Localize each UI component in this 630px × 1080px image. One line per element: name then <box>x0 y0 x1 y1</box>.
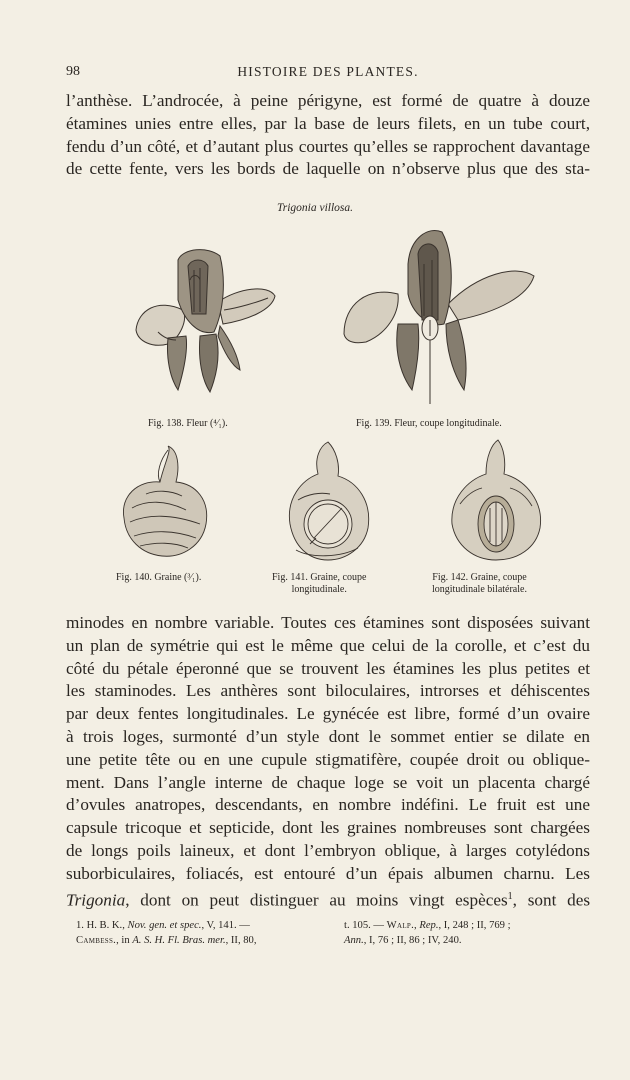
text-line: de cette fente, vers les bords de laquelle on n’observe plus que des sta- <box>66 159 590 179</box>
text-line: fendu d’un côté, et d’autant plus courtes qu’elles se rapprochent davantage <box>66 136 590 156</box>
text-span: , I, 248 ; II, 769 ; <box>438 920 511 931</box>
text-line: côté du pétale éperonné que se trouvent les étamines les plus petites et <box>66 658 590 678</box>
text-span: 1. H. B. K., <box>76 920 128 931</box>
figure-title: Trigonia villosa. <box>276 202 354 214</box>
text-span: , V, 141. — <box>201 920 250 931</box>
text-line: l’anthèse. L’androcée, à peine périgyne, est formé de quatre à douze <box>66 91 590 110</box>
text-span: , dont on peut distinguer au moins vingt espèces <box>125 890 508 910</box>
footnote-line <box>76 933 596 948</box>
text-line: une petite tête ou en une cupule stigmatifère, coupée droit ou oblique- <box>66 749 590 769</box>
footnotes <box>76 918 596 948</box>
text-span: , sont des <box>512 890 591 910</box>
text-span: A. S. H. Fl. Bras. mer. <box>132 935 226 946</box>
text-line: ment. Dans l’angle interne de chaque loge se voit un placenta chargé <box>66 772 590 792</box>
text-span: , in <box>116 935 133 946</box>
figure-caption <box>432 572 527 596</box>
figure-caption: Fig. 140. Graine (³⁄₁). <box>116 572 202 583</box>
text-line: par deux fentes longitudinales. Le gynécée est libre, formé d’un ovaire <box>66 704 590 724</box>
text-line: minodes en nombre variable. Toutes ces étamines sont disposées suivant <box>66 613 590 632</box>
figure-caption: Fig. 138. Fleur (⁴⁄₁). <box>148 418 228 429</box>
text-line: capsule tricoque et septicide, dont les graines nombreuses sont chargées <box>66 818 590 838</box>
text-span: Nov. gen. et spec. <box>127 920 202 931</box>
text-line: de longs poils laineux, et dont l’embryon oblique, à larges cotylédons <box>66 840 590 860</box>
genus-name: Trigonia <box>66 890 126 910</box>
text-span: , <box>414 920 420 931</box>
paragraph-top <box>66 90 590 181</box>
running-title: HISTOIRE DES PLANTES. <box>237 64 419 79</box>
seed-bilateral-illustration-fig142 <box>446 438 548 564</box>
text-span: Ann. <box>344 935 364 946</box>
text-span: t. 105. — <box>344 920 387 931</box>
text-line: étamines unies entre elles, par la base de leurs filets, en un tube court, <box>66 113 590 133</box>
flower-illustration-fig138 <box>128 240 278 400</box>
caption-line: Fig. 142. Graine, coupe <box>432 572 527 583</box>
text-span: , II, 80, <box>225 935 257 946</box>
text-line <box>66 886 590 913</box>
figure-caption <box>272 572 366 596</box>
running-header <box>66 64 590 84</box>
text-line: d’ovules anatropes, descendants, en nombre indéfini. Le fruit est une <box>66 795 590 815</box>
author-name: Cambess. <box>76 935 117 946</box>
author-name: Walp. <box>386 920 415 931</box>
footnote-line <box>76 918 596 933</box>
text-span: , I, 76 ; II, 86 ; IV, 240. <box>363 935 462 946</box>
text-line: à trois loges, surmonté d’un style dont le sommet entier se dilate en <box>66 726 590 746</box>
page-number: 98 <box>66 64 80 79</box>
text-line: les staminodes. Les anthères sont biloculaires, introrses et déhiscentes <box>66 681 590 701</box>
flower-section-illustration-fig139 <box>338 224 538 406</box>
seed-illustration-fig140 <box>116 444 212 562</box>
text-line: un plan de symétrie qui est le même que celui de la corolle, et c’est du <box>66 635 590 655</box>
caption-line: longitudinale bilatérale. <box>432 584 527 595</box>
caption-line: longitudinale. <box>291 584 347 595</box>
footnote-mark: 1 <box>507 890 513 902</box>
caption-line: Fig. 141. Graine, coupe <box>272 572 367 583</box>
seed-section-illustration-fig141 <box>280 440 376 564</box>
text-span: Rep. <box>419 920 439 931</box>
paragraph-bottom <box>66 612 590 912</box>
figure-caption: Fig. 139. Fleur, coupe longitudinale. <box>356 418 502 429</box>
text-line: suborbiculaires, foliacés, est entouré d’un épais albumen charnu. Les <box>66 863 590 883</box>
